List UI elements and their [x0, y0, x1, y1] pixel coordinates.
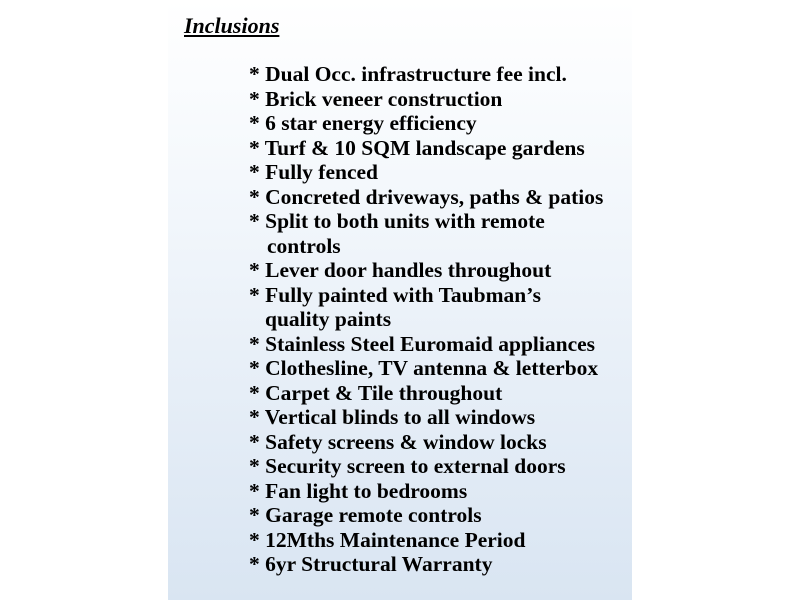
- list-item: * Stainless Steel Euromaid appliances: [249, 331, 596, 356]
- list-item: * Clothesline, TV antenna & letterbox: [249, 356, 599, 380]
- list-item: * Fan light to bedrooms: [249, 478, 468, 503]
- list-item: * Lever door handles throughout: [249, 258, 552, 282]
- list-item: * Concreted driveways, paths & patios: [249, 184, 604, 209]
- inclusions-panel: [168, 0, 632, 600]
- inclusions-list: [249, 62, 603, 577]
- list-item: * Carpet & Tile throughout: [249, 380, 503, 405]
- list-item: * 6 star energy efficiency: [249, 111, 477, 135]
- list-item: * Security screen to external doors: [249, 454, 566, 478]
- list-item: * 12Mths Maintenance Period: [249, 527, 526, 552]
- list-item: * 6yr Structural Warranty: [249, 552, 493, 576]
- list-item: * Garage remote controls: [249, 503, 482, 527]
- list-item: * Fully painted with Taubman’s quality paints: [249, 282, 541, 331]
- list-item: * Dual Occ. infrastructure fee incl.: [249, 62, 567, 86]
- list-item: * Safety screens & window locks: [249, 429, 547, 454]
- list-item: * Fully fenced: [249, 160, 378, 184]
- list-item: * Brick veneer construction: [249, 86, 503, 111]
- list-item: * Split to both units with remote controls: [249, 209, 545, 258]
- list-item: * Vertical blinds to all windows: [249, 405, 536, 429]
- page-title: Inclusions: [184, 13, 280, 38]
- list-item: * Turf & 10 SQM landscape gardens: [249, 135, 585, 160]
